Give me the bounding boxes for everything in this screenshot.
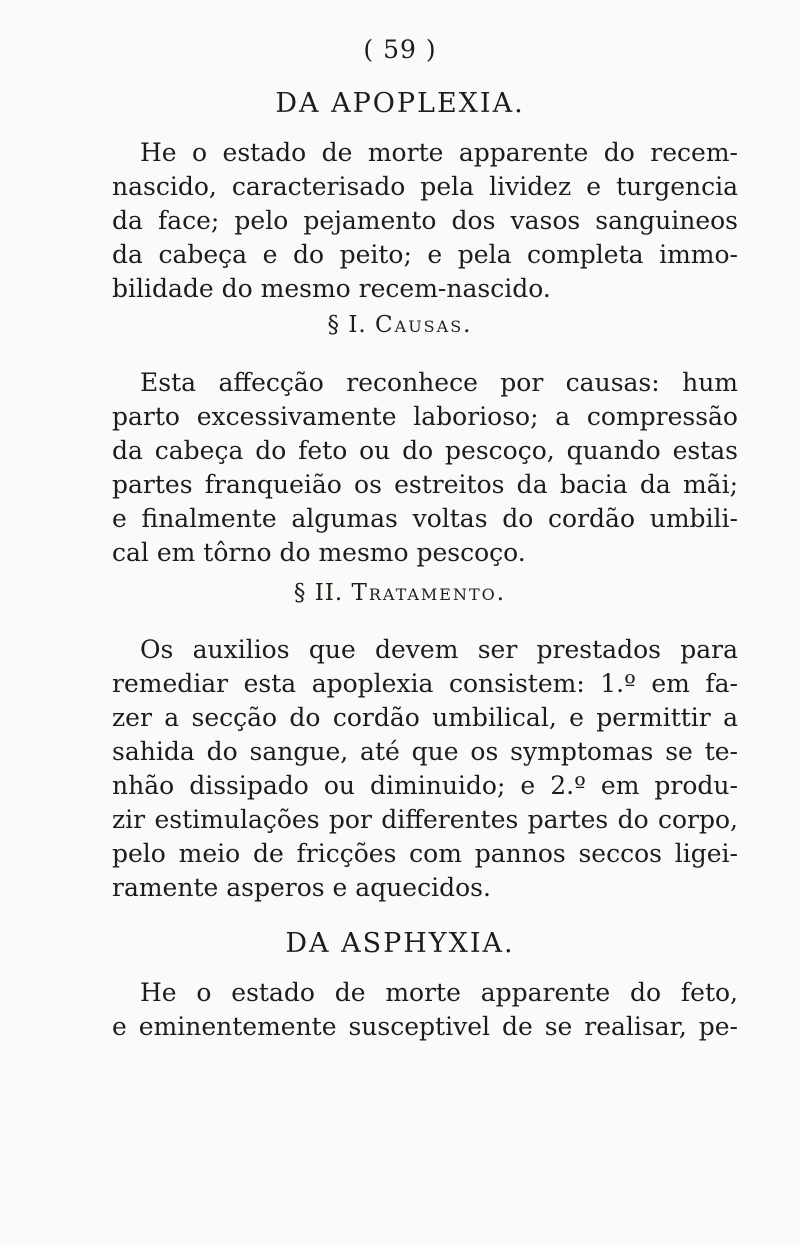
paragraph-line: pelo meio de fricções com pannos seccos ligei- — [112, 839, 738, 868]
paragraph-line: da cabeça do feto ou do pescoço, quando estas — [112, 436, 738, 465]
paragraph-line: bilidade do mesmo recem-nascido. — [112, 274, 551, 303]
paragraph-line: e eminentemente susceptivel de se realisar, pe- — [112, 1012, 738, 1041]
paragraph-line: da cabeça e do peito; e pela completa immo- — [112, 240, 738, 269]
paragraph-line: He o estado de morte apparente do recem- — [140, 138, 738, 167]
asphyxia-paragraph — [112, 976, 738, 1044]
paragraph-line: partes franqueião os estreitos da bacia da mãi; — [112, 470, 738, 499]
paragraph-line: remediar esta apoplexia consistem: 1.º em fa- — [112, 669, 738, 698]
tratamento-section-heading — [0, 580, 800, 606]
paragraph-line: Esta affecção reconhece por causas: hum — [140, 368, 738, 397]
section-title: Causas. — [375, 312, 473, 338]
apoplexia-heading: DA APOPLEXIA. — [275, 88, 525, 119]
paragraph-line: Os auxilios que devem ser prestados para — [140, 635, 738, 664]
asphyxia-heading: DA ASPHYXIA. — [285, 928, 515, 959]
paragraph-line: cal em tôrno do mesmo pescoço. — [112, 538, 526, 567]
section-mark: § I. — [327, 312, 367, 338]
paragraph-line: zer a secção do cordão umbilical, e permittir a — [112, 703, 738, 732]
apoplexia-intro-paragraph — [112, 136, 738, 306]
paragraph-line: ramente asperos e aquecidos. — [112, 873, 491, 902]
page-number: ( 59 ) — [363, 35, 437, 64]
paragraph-line: parto excessivamente laborioso; a compressão — [112, 402, 738, 431]
tratamento-paragraph — [112, 633, 738, 905]
paragraph-line: nascido, caracterisado pela lividez e turgencia — [112, 172, 738, 201]
paragraph-line: da face; pelo pejamento dos vasos sanguineos — [112, 206, 738, 235]
causas-paragraph — [112, 366, 738, 570]
paragraph-line: nhão dissipado ou diminuido; e 2.º em produ- — [112, 771, 738, 800]
paragraph-line: sahida do sangue, até que os symptomas se te- — [112, 737, 738, 766]
causas-section-heading — [0, 312, 800, 338]
section-title: Tratamento. — [351, 580, 507, 606]
section-mark: § II. — [293, 580, 344, 606]
paragraph-line: e finalmente algumas voltas do cordão umbili- — [112, 504, 738, 533]
paragraph-line: He o estado de morte apparente do feto, — [140, 978, 738, 1007]
paragraph-line: zir estimulações por differentes partes do corpo, — [112, 805, 738, 834]
